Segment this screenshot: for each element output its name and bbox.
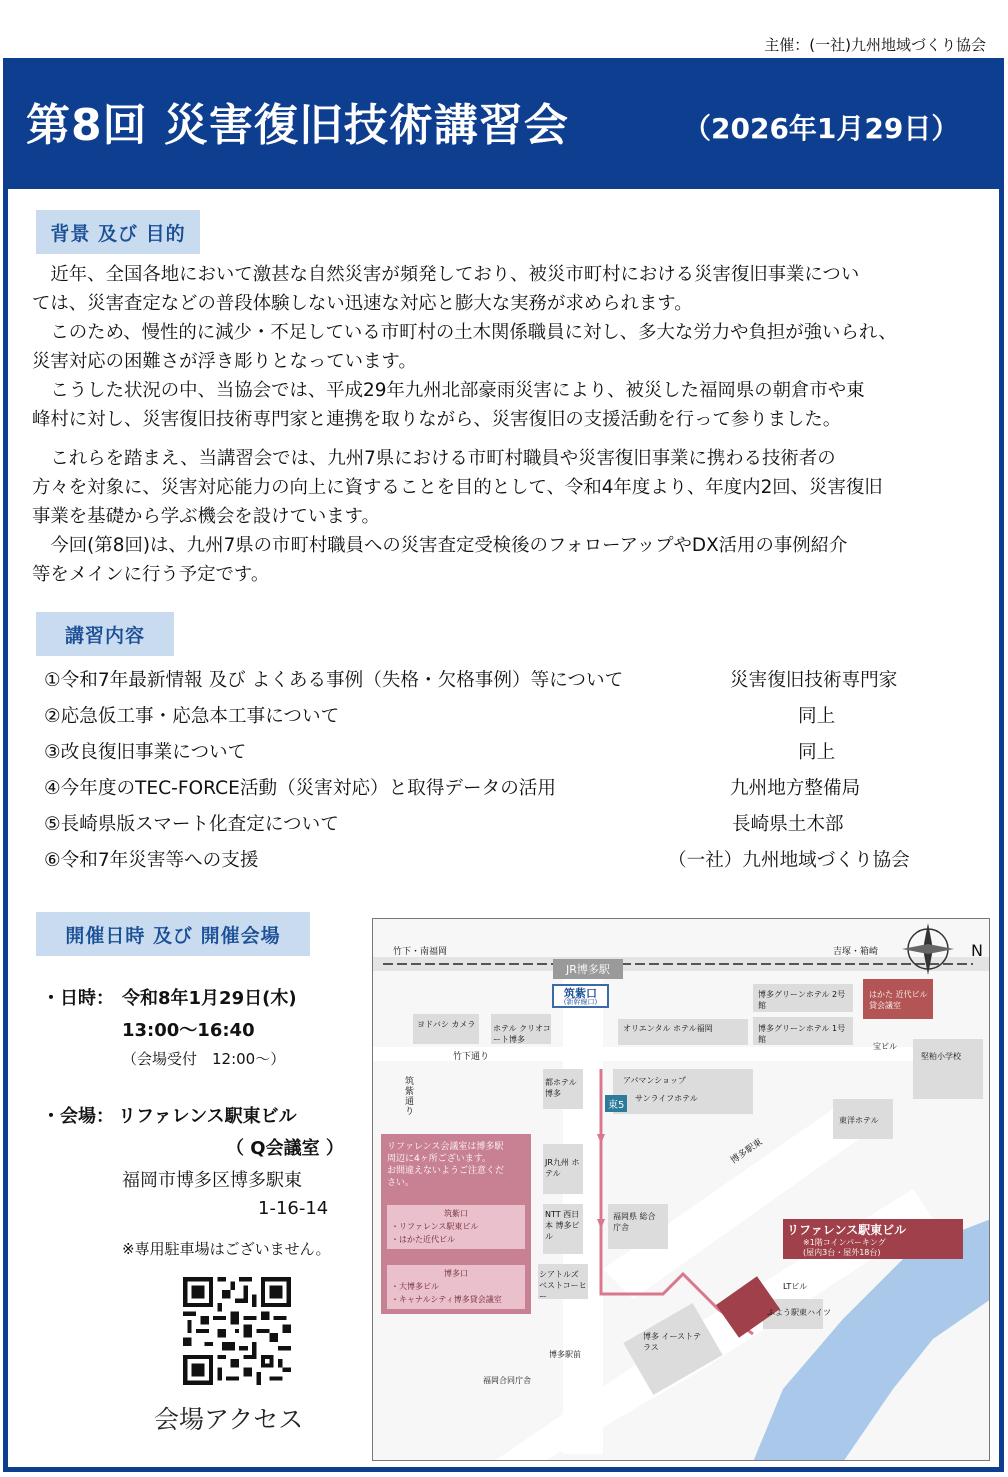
lecture-title: ⑥令和7年災害等への支援	[44, 850, 259, 871]
map-building: 東洋ホテル	[839, 1116, 879, 1125]
map-building: 博多グリーンホテル 2号館	[758, 990, 846, 1010]
note-item: ・リファレンス駅東ビル	[391, 1222, 479, 1231]
text-line: 峰村に対し、災害復旧技術専門家と連携を取りながら、災害復旧の支援活動を行って参りました。	[32, 409, 842, 430]
map-building: NTT 西日本 博多ビル	[545, 1210, 580, 1241]
section-heading-lectures: 講習内容	[36, 612, 174, 656]
map-building: 宝ビル	[873, 1042, 897, 1051]
text-line: このため、慢性的に減少・不足している市町村の土木関係職員に対し、多大な労力や負担が強いられ、	[32, 322, 897, 343]
map-building: はかた 近代ビル貸会議室	[869, 990, 928, 1010]
text-line: ては、災害査定などの普段体験しない迅速な対応と膨大な実務が求められます。	[32, 293, 693, 314]
note-line: リファレンス会議室は博多駅	[387, 1142, 504, 1152]
map-walk-label: 東5	[605, 1095, 627, 1112]
note-item: ・大博多ビル	[391, 1282, 439, 1291]
title-banner	[8, 63, 999, 189]
map-north: N	[971, 941, 983, 960]
section-heading-background: 背景 及び 目的	[36, 210, 200, 254]
block-school	[913, 1039, 983, 1099]
lecture-speaker: 災害復旧技術専門家	[730, 670, 898, 691]
text-line: 事業を基礎から学ぶ機会を設けています。	[32, 506, 380, 527]
map-target-sub1: ※1階コインパーキング	[803, 1238, 886, 1247]
map-building: 博多グリーンホテル 1号館	[758, 1024, 846, 1044]
map-direction-left: 竹下・南福岡	[393, 947, 448, 957]
map-street-take: 竹下通り	[453, 1052, 490, 1062]
lecture-item	[44, 702, 944, 732]
text-line: 方々を対象に、災害対応能力の向上に資することを目的として、令和4年度より、年度内2回、災害復旧	[32, 477, 883, 498]
lecture-speaker: 同上	[798, 742, 836, 763]
parking-note: ※専用駐車場はございません。	[122, 1240, 331, 1258]
lecture-item	[44, 810, 944, 840]
reception-time: （会場受付 12:00～）	[122, 1050, 286, 1068]
text-line: 今回(第8回)は、九州7県の市町村職員への災害査定受検後のフォローアップやDX活用の事例紹介	[32, 535, 848, 556]
map-building: 博多 イーストテラス	[643, 1332, 702, 1352]
map-building: ヨドバシ カメラ	[417, 1020, 476, 1029]
map-street-east: 博多駅東	[729, 1137, 765, 1167]
map-station: JR博多駅	[566, 963, 610, 976]
note-line: 周辺に4ヶ所ございます。	[387, 1154, 492, 1164]
place-label: ・会場：	[42, 1106, 114, 1127]
note-group-title: 博多口	[444, 1269, 468, 1278]
lecture-title: ③改良復旧事業について	[44, 742, 247, 763]
page-title: 第8回 災害復旧技術講習会	[26, 100, 569, 151]
access-label: 会場アクセス	[154, 1405, 304, 1434]
map-building: 福岡合同庁舎	[483, 1376, 531, 1385]
lecture-item	[44, 774, 944, 804]
map-building: シアトルズ ベストコーヒー	[539, 1270, 587, 1301]
section-heading-venue: 開催日時 及び 開催会場	[36, 912, 310, 956]
map-building: ふよう駅東ハイツ	[767, 1308, 831, 1317]
map-building: ホテル クリオコート博多	[493, 1024, 551, 1044]
map-note	[387, 1141, 527, 1189]
map-building: オリエンタル ホテル福岡	[623, 1024, 713, 1033]
lecture-item	[44, 738, 944, 768]
lecture-item	[44, 846, 944, 876]
date-label: ・日時：	[42, 988, 114, 1009]
qr-code-icon[interactable]	[183, 1277, 291, 1385]
text-line: こうした状況の中、当協会では、平成29年九州北部豪雨災害により、被災した福岡県の朝倉市や東	[32, 380, 865, 401]
date-value: 令和8年1月29日(木)	[122, 988, 297, 1009]
lecture-title: ⑤長崎県版スマート化査定について	[44, 814, 339, 835]
lecture-speaker: 長崎県土木部	[732, 814, 844, 835]
text-line: 災害対応の困難さが浮き彫りとなっています。	[32, 351, 417, 372]
place-name: リファレンス駅東ビル	[118, 1106, 297, 1127]
map-building: 堅粕小学校	[921, 1052, 961, 1061]
lecture-title: ④今年度のTEC-FORCE活動（災害対応）と取得データの活用	[44, 778, 556, 799]
room-name: （ Q会議室 ）	[226, 1138, 344, 1159]
lecture-speaker: 同上	[798, 706, 836, 727]
address-line1: 福岡市博多区博多駅東	[122, 1170, 302, 1191]
background-text	[32, 260, 977, 589]
organizer: 主催：(一社)九州地域づくり協会	[764, 36, 986, 54]
note-line: さい。	[387, 1178, 415, 1188]
text-line: 等をメインに行う予定です。	[32, 564, 270, 585]
map-target-sub2: (屋内3台・屋外18台)	[803, 1248, 881, 1257]
map-building: LTビル	[783, 1282, 808, 1291]
lecture-speaker: 九州地方整備局	[730, 778, 861, 799]
note-group-title: 筑紫口	[444, 1209, 468, 1218]
map-street-chikushi: 筑紫通り	[405, 1077, 415, 1117]
map-note-group1	[391, 1207, 521, 1246]
map-building: JR九州 ホテル	[545, 1158, 580, 1178]
time-value: 13:00～16:40	[122, 1020, 255, 1041]
lecture-title: ①令和7年最新情報 及び よくある事例（失格・欠格事例）等について	[44, 670, 624, 691]
map-exit: 筑紫口	[564, 987, 597, 1000]
map-building: 博多駅前	[549, 1350, 581, 1359]
map-building: 都ホテル 博多	[545, 1078, 577, 1098]
access-map	[372, 918, 990, 1461]
note-item: ・キャナルシティ博多貸会議室	[391, 1295, 502, 1304]
map-building: 福岡県 総合庁舎	[613, 1212, 656, 1232]
map-building: サンライフホテル	[635, 1094, 698, 1103]
map-target-name: リファレンス駅東ビル	[787, 1223, 907, 1237]
lecture-item	[44, 666, 944, 696]
address-line2: 1-16-14	[258, 1198, 329, 1219]
lecture-title: ②応急仮工事・応急本工事について	[44, 706, 340, 727]
note-item: ・はかた近代ビル	[391, 1235, 455, 1244]
map-exit-sub: (新幹線口)	[563, 998, 598, 1006]
lecture-speaker: （一社）九州地域づくり協会	[668, 850, 910, 871]
map-direction-right: 吉塚・箱崎	[833, 947, 879, 957]
text-line: 近年、全国各地において激甚な自然災害が頻発しており、被災市町村における災害復旧事業につい	[32, 264, 860, 285]
event-date-title: （2026年1月29日）	[683, 112, 960, 145]
text-line: これらを踏まえ、当講習会では、九州7県における市町村職員や災害復旧事業に携わる技術者の	[32, 448, 836, 469]
map-note-group2	[391, 1267, 521, 1306]
map-building: アパマンショップ	[623, 1076, 686, 1085]
note-line: お間違えないようご注意くだ	[387, 1166, 505, 1176]
